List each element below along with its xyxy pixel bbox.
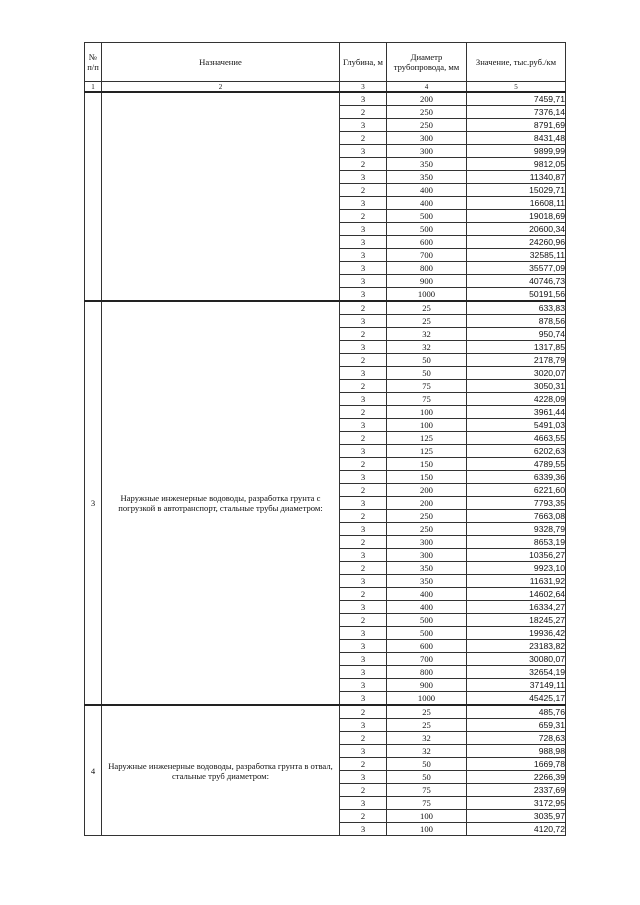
- depth-cell: 2: [340, 784, 387, 797]
- diameter-cell: 400: [387, 588, 467, 601]
- value-cell: 9812,05: [467, 158, 566, 171]
- diameter-cell: 75: [387, 393, 467, 406]
- diameter-cell: 150: [387, 458, 467, 471]
- diameter-cell: 500: [387, 223, 467, 236]
- depth-cell: 2: [340, 458, 387, 471]
- diameter-cell: 200: [387, 92, 467, 106]
- depth-cell: 3: [340, 288, 387, 302]
- depth-cell: 2: [340, 132, 387, 145]
- diameter-cell: 600: [387, 236, 467, 249]
- diameter-cell: 50: [387, 758, 467, 771]
- diameter-cell: 25: [387, 315, 467, 328]
- diameter-cell: 800: [387, 262, 467, 275]
- value-cell: 659,31: [467, 719, 566, 732]
- diameter-cell: 100: [387, 419, 467, 432]
- depth-cell: 3: [340, 119, 387, 132]
- depth-cell: 3: [340, 771, 387, 784]
- diameter-cell: 25: [387, 705, 467, 719]
- depth-cell: 3: [340, 523, 387, 536]
- diameter-cell: 500: [387, 210, 467, 223]
- diameter-cell: 32: [387, 341, 467, 354]
- value-cell: 728,63: [467, 732, 566, 745]
- depth-cell: 2: [340, 510, 387, 523]
- depth-cell: 2: [340, 536, 387, 549]
- table-row: [85, 301, 566, 315]
- diameter-cell: 150: [387, 471, 467, 484]
- depth-cell: 2: [340, 484, 387, 497]
- diameter-cell: 50: [387, 771, 467, 784]
- value-cell: 3050,31: [467, 380, 566, 393]
- value-cell: 878,56: [467, 315, 566, 328]
- value-cell: 6202,63: [467, 445, 566, 458]
- diameter-cell: 250: [387, 523, 467, 536]
- diameter-cell: 75: [387, 797, 467, 810]
- value-cell: 7663,08: [467, 510, 566, 523]
- diameter-cell: 700: [387, 653, 467, 666]
- value-cell: 7793,35: [467, 497, 566, 510]
- depth-cell: 3: [340, 797, 387, 810]
- diameter-cell: 600: [387, 640, 467, 653]
- diameter-cell: 50: [387, 367, 467, 380]
- value-cell: 1317,85: [467, 341, 566, 354]
- header-diameter: Диаметр трубопровода, мм: [387, 43, 467, 82]
- depth-cell: 3: [340, 575, 387, 588]
- diameter-cell: 300: [387, 536, 467, 549]
- column-number: 5: [467, 82, 566, 93]
- header-value: Значение, тыс.руб./км: [467, 43, 566, 82]
- value-cell: 633,83: [467, 301, 566, 315]
- diameter-cell: 250: [387, 106, 467, 119]
- diameter-cell: 800: [387, 666, 467, 679]
- value-cell: 16334,27: [467, 601, 566, 614]
- depth-cell: 3: [340, 719, 387, 732]
- depth-cell: 2: [340, 158, 387, 171]
- depth-cell: 3: [340, 393, 387, 406]
- value-cell: 4120,72: [467, 823, 566, 836]
- depth-cell: 3: [340, 692, 387, 706]
- value-cell: 18245,27: [467, 614, 566, 627]
- diameter-cell: 200: [387, 484, 467, 497]
- depth-cell: 2: [340, 354, 387, 367]
- value-cell: 485,76: [467, 705, 566, 719]
- depth-cell: 3: [340, 679, 387, 692]
- diameter-cell: 900: [387, 275, 467, 288]
- depth-cell: 3: [340, 471, 387, 484]
- value-cell: 7459,71: [467, 92, 566, 106]
- value-cell: 4663,55: [467, 432, 566, 445]
- depth-cell: 3: [340, 653, 387, 666]
- diameter-cell: 32: [387, 732, 467, 745]
- diameter-cell: 400: [387, 197, 467, 210]
- diameter-cell: 1000: [387, 692, 467, 706]
- value-cell: 37149,11: [467, 679, 566, 692]
- diameter-cell: 500: [387, 627, 467, 640]
- depth-cell: 3: [340, 640, 387, 653]
- value-cell: 32654,19: [467, 666, 566, 679]
- depth-cell: 3: [340, 315, 387, 328]
- depth-cell: 3: [340, 341, 387, 354]
- depth-cell: 3: [340, 601, 387, 614]
- diameter-cell: 250: [387, 510, 467, 523]
- depth-cell: 2: [340, 432, 387, 445]
- row-group: [85, 92, 566, 301]
- column-number: 3: [340, 82, 387, 93]
- value-cell: 3961,44: [467, 406, 566, 419]
- row-group: [85, 301, 566, 705]
- diameter-cell: 32: [387, 745, 467, 758]
- depth-cell: 2: [340, 380, 387, 393]
- value-cell: 30080,07: [467, 653, 566, 666]
- value-cell: 6339,36: [467, 471, 566, 484]
- header-row: [85, 43, 566, 82]
- value-cell: 11340,87: [467, 171, 566, 184]
- group-purpose: Наружные инженерные водоводы, разработка грунта в отвал, стальные труб диаметром:: [102, 705, 340, 836]
- column-number: 1: [85, 82, 102, 93]
- value-cell: 2178,79: [467, 354, 566, 367]
- depth-cell: 3: [340, 145, 387, 158]
- diameter-cell: 500: [387, 614, 467, 627]
- depth-cell: 3: [340, 666, 387, 679]
- diameter-cell: 100: [387, 406, 467, 419]
- diameter-cell: 100: [387, 810, 467, 823]
- value-cell: 35577,09: [467, 262, 566, 275]
- depth-cell: 3: [340, 223, 387, 236]
- depth-cell: 3: [340, 627, 387, 640]
- table-row: [85, 92, 566, 106]
- depth-cell: 3: [340, 419, 387, 432]
- group-number: 4: [85, 705, 102, 836]
- depth-cell: 3: [340, 275, 387, 288]
- depth-cell: 2: [340, 328, 387, 341]
- value-cell: 9899,99: [467, 145, 566, 158]
- depth-cell: 3: [340, 249, 387, 262]
- value-cell: 15029,71: [467, 184, 566, 197]
- depth-cell: 2: [340, 705, 387, 719]
- value-cell: 11631,92: [467, 575, 566, 588]
- column-number: 4: [387, 82, 467, 93]
- diameter-cell: 400: [387, 184, 467, 197]
- diameter-cell: 350: [387, 562, 467, 575]
- value-cell: 4228,09: [467, 393, 566, 406]
- group-number: [85, 92, 102, 301]
- value-cell: 6221,60: [467, 484, 566, 497]
- depth-cell: 3: [340, 92, 387, 106]
- value-cell: 2266,39: [467, 771, 566, 784]
- diameter-cell: 350: [387, 575, 467, 588]
- depth-cell: 2: [340, 588, 387, 601]
- diameter-cell: 350: [387, 158, 467, 171]
- diameter-cell: 75: [387, 784, 467, 797]
- value-cell: 2337,69: [467, 784, 566, 797]
- depth-cell: 3: [340, 445, 387, 458]
- diameter-cell: 32: [387, 328, 467, 341]
- value-cell: 1669,78: [467, 758, 566, 771]
- depth-cell: 2: [340, 184, 387, 197]
- value-cell: 9923,10: [467, 562, 566, 575]
- document-page: [84, 42, 565, 836]
- depth-cell: 2: [340, 210, 387, 223]
- diameter-cell: 1000: [387, 288, 467, 302]
- group-number: 3: [85, 301, 102, 705]
- depth-cell: 2: [340, 614, 387, 627]
- value-cell: 40746,73: [467, 275, 566, 288]
- value-cell: 950,74: [467, 328, 566, 341]
- value-cell: 19018,69: [467, 210, 566, 223]
- depth-cell: 2: [340, 301, 387, 315]
- value-cell: 8791,69: [467, 119, 566, 132]
- value-cell: 3035,97: [467, 810, 566, 823]
- diameter-cell: 300: [387, 145, 467, 158]
- diameter-cell: 350: [387, 171, 467, 184]
- diameter-cell: 300: [387, 549, 467, 562]
- diameter-cell: 100: [387, 823, 467, 836]
- depth-cell: 2: [340, 106, 387, 119]
- column-number: 2: [102, 82, 340, 93]
- column-number-row: [85, 82, 566, 93]
- depth-cell: 3: [340, 497, 387, 510]
- value-cell: 16608,11: [467, 197, 566, 210]
- depth-cell: 3: [340, 171, 387, 184]
- diameter-cell: 900: [387, 679, 467, 692]
- value-cell: 45425,17: [467, 692, 566, 706]
- value-cell: 14602,64: [467, 588, 566, 601]
- header-no: № п/п: [85, 43, 102, 82]
- depth-cell: 2: [340, 406, 387, 419]
- diameter-cell: 125: [387, 445, 467, 458]
- diameter-cell: 50: [387, 354, 467, 367]
- header-purpose: Назначение: [102, 43, 340, 82]
- group-purpose: [102, 92, 340, 301]
- value-cell: 3172,95: [467, 797, 566, 810]
- diameter-cell: 700: [387, 249, 467, 262]
- diameter-cell: 25: [387, 719, 467, 732]
- diameter-cell: 300: [387, 132, 467, 145]
- depth-cell: 3: [340, 823, 387, 836]
- value-cell: 7376,14: [467, 106, 566, 119]
- diameter-cell: 75: [387, 380, 467, 393]
- header-depth: Глубина, м: [340, 43, 387, 82]
- row-group: [85, 705, 566, 836]
- value-cell: 9328,79: [467, 523, 566, 536]
- depth-cell: 2: [340, 758, 387, 771]
- value-cell: 3020,07: [467, 367, 566, 380]
- value-cell: 10356,27: [467, 549, 566, 562]
- diameter-cell: 125: [387, 432, 467, 445]
- value-cell: 988,98: [467, 745, 566, 758]
- value-cell: 20600,34: [467, 223, 566, 236]
- value-cell: 8653,19: [467, 536, 566, 549]
- tariff-table: [84, 42, 566, 836]
- value-cell: 4789,55: [467, 458, 566, 471]
- value-cell: 19936,42: [467, 627, 566, 640]
- depth-cell: 2: [340, 732, 387, 745]
- value-cell: 32585,11: [467, 249, 566, 262]
- table-row: [85, 705, 566, 719]
- diameter-cell: 200: [387, 497, 467, 510]
- depth-cell: 2: [340, 810, 387, 823]
- diameter-cell: 25: [387, 301, 467, 315]
- depth-cell: 3: [340, 236, 387, 249]
- value-cell: 23183,82: [467, 640, 566, 653]
- depth-cell: 3: [340, 367, 387, 380]
- diameter-cell: 400: [387, 601, 467, 614]
- diameter-cell: 250: [387, 119, 467, 132]
- value-cell: 5491,03: [467, 419, 566, 432]
- depth-cell: 3: [340, 549, 387, 562]
- value-cell: 50191,56: [467, 288, 566, 302]
- value-cell: 24260,96: [467, 236, 566, 249]
- depth-cell: 3: [340, 262, 387, 275]
- depth-cell: 2: [340, 562, 387, 575]
- group-purpose: Наружные инженерные водоводы, разработка грунта с погрузкой в автотранспорт, стальные трубы диаметром:: [102, 301, 340, 705]
- depth-cell: 3: [340, 745, 387, 758]
- depth-cell: 3: [340, 197, 387, 210]
- value-cell: 8431,48: [467, 132, 566, 145]
